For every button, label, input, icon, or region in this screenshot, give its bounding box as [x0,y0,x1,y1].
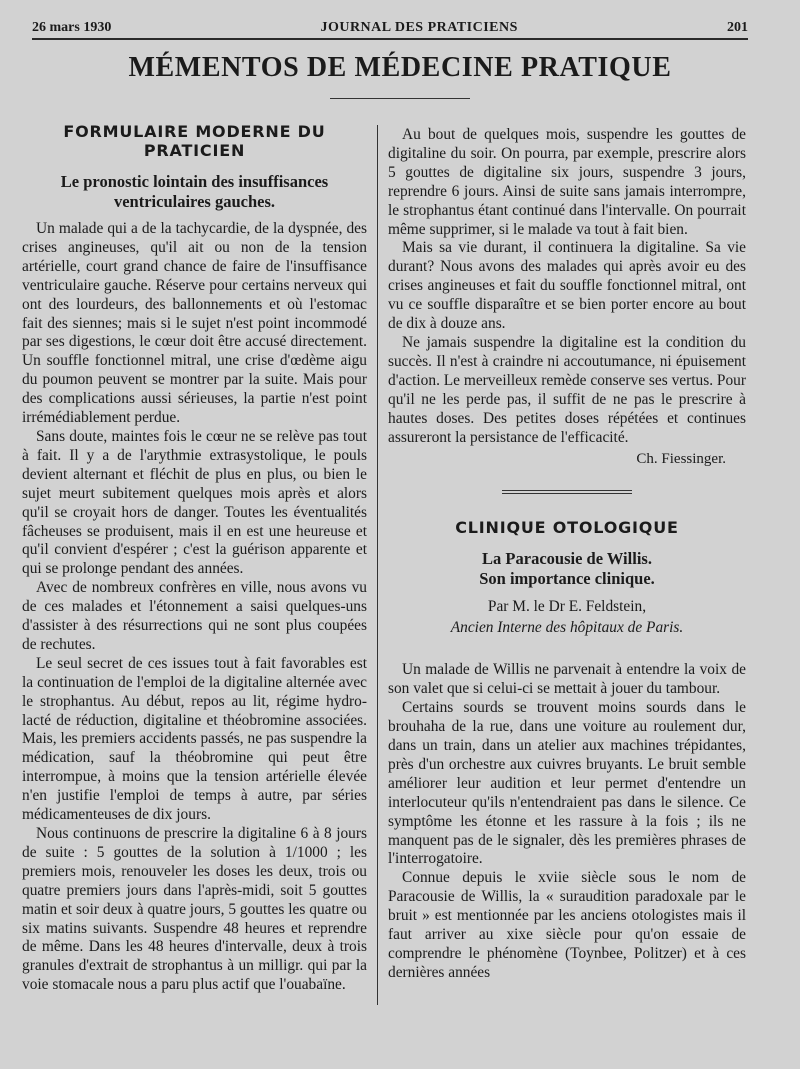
signature: Ch. Fiessinger. [636,451,726,468]
article-title-pronostic: Le pronostic lointain des insuffisances ventriculaires gauches. [60,172,329,211]
article-title-line: La Paracousie de Willis. [482,549,652,569]
section-separator [502,490,632,494]
paragraph: Le seul secret de ces issues tout à fait favorables est la continuation de l'emploi de la digitaline alternée avec le strophantus. Au début, repos au lit, régime hydro-lacté de réduction, digitaline et théobromine associées. Mais, les premiers accidents passés, ne pas suspendre la médication, sauf la théobromine qui peut être interrompue, à moins que la tension artérielle élevée n'en justifie l'emploi de temps à autre, par séries médicamenteuses de dix jours. [22,654,367,824]
paragraph: Un malade qui a de la tachycardie, de la dyspnée, des crises angineuses, qu'il ait ou non de la tension artérielle, court grand chance de faire de l'insuffisance ventriculaire gauche. Réserve pour certains nerveux qui ont des lourdeurs, des ballonnements et où l'estomac fait des siennes; mais si le sujet n'est point incommodé par ses digestions, le cœur doit être accusé directement. Un souffle fonctionnel mitral, une crise d'œdème aigu du poumon peuvent se montrer par la suite. Mais pour des complications aussi sérieuses, la partie n'est point irrémédiablement perdue. [22,220,367,427]
article-title-paracousie [388,549,746,589]
left-column [22,118,367,1069]
right-column [388,126,746,1069]
title-rule [330,98,470,99]
author-affiliation: Ancien Interne des hôpitaux de Paris. [450,619,684,637]
header-date: 26 mars 1930 [32,20,112,35]
paragraph: Avec de nombreux confrères en ville, nous avons vu de ces malades et l'étonnement a saisi quelques-uns d'assister à des résurrections qui ne sont plus coupées de rechutes. [22,579,367,653]
header-journal-name: JOURNAL DES PRATICIENS [320,20,518,35]
article-title-line: Son importance clinique. [479,569,655,589]
author-byline: Par M. le Dr E. Feldstein, [487,598,647,616]
running-header [32,14,748,40]
paragraph: Ne jamais suspendre la digitaline est la condition du succès. Il n'est à craindre ni accoutumance, ni épuisement d'action. Le merveilleux remède conserve ses vertus. Pour qu'il ne les perde pas, il suffit de ne pas le prescrire à hautes doses. Des petites doses répétées et continues assureront la persistance de l'efficacité. [388,333,746,446]
paragraph: Mais sa vie durant, il continuera la digitaline. Sa vie durant? Nous avons des malades qui après avoir eu des crises angineuses et fait du souffle fonctionnel mitral, ont vu ce souffle disparaître et se bien porter encore au bout de dix à douze ans. [388,239,746,333]
paragraph: Au bout de quelques mois, suspendre les gouttes de digitaline du soir. On pourra, par exemple, prescrire alors 5 gouttes de digitaline six jours, suspendre 3 jours, reprendre 6 jours. Ainsi de suite sans jamais interrompre, le strophantus étant continué dans l'intervalle. On pourrait même supprimer, si le malade va tout à fait bien. [388,126,746,238]
paragraph: Certains sourds se trouvent moins sourds dans le brouhaha de la rue, dans une voiture au roulement dur, dans un train, dans un atelier aux machines trépidantes, près d'un orchestre aux cuivres bruyants. Le bruit semble améliorer leur audition et leur permet d'entendre un interlocuteur qu'ils n'entendraient pas dans le silence. Ce symptôme les étonne et les rassure à la fois ; ils ne manquent pas de le signaler, dès les premières phrases de l'interrogatoire. [388,699,746,868]
main-title: MÉMENTOS DE MÉDECINE PRATIQUE [128,52,672,83]
column-divider [377,125,378,1005]
paragraph: Sans doute, maintes fois le cœur ne se relève pas tout à fait. Il y a de l'arythmie extrasystolique, le pouls devient alternant et fléchit de plus en plus, ou bien le sujet meurt subitement quelques mois après et alors qu'il se croyait hors de danger. Toutes les éventualités fâcheuses se produisent, mais il en est une heureuse et qu'il convient d'espérer ; c'est la guérison apparente et qui se prolonge pendant des années. [22,427,367,578]
header-page-number: 201 [727,20,748,35]
paragraph: Un malade de Willis ne parvenait à entendre la voix de son valet que si celui-ci se mettait à jouer du tambour. [388,661,746,698]
paragraph: Nous continuons de prescrire la digitaline 6 à 8 jours de suite : 5 gouttes de la solution à 1/1000 ; les premiers mois, renouveler les doses les deux, trois ou quatre premiers jours dans l'après-midi, soit 5 gouttes matin et soir deux à quatre jours, 5 gouttes les quatre ou six matins suivants. Suspendre 48 heures et reprendre de même. Dans les 48 heures d'intervalle, deux à trois granules d'extrait de strophantus à un milligr. qui par la voie stomacale nous a paru plus actif que l'ouabaïne. [22,825,367,994]
section-title-otologique: CLINIQUE OTOLOGIQUE [455,518,679,538]
paragraph: Connue depuis le xviie siècle sous le nom de Paracousie de Willis, la « suraudition paradoxale par le bruit » est mentionnée par les anciens otologistes mais il faut arriver au xixe siècle pour qu'on essaie de comprendre le phénomène (Toynbee, Politzer) et à ces dernières années [388,869,746,981]
section-title-formulaire: FORMULAIRE MODERNE DU PRATICIEN [63,122,326,160]
